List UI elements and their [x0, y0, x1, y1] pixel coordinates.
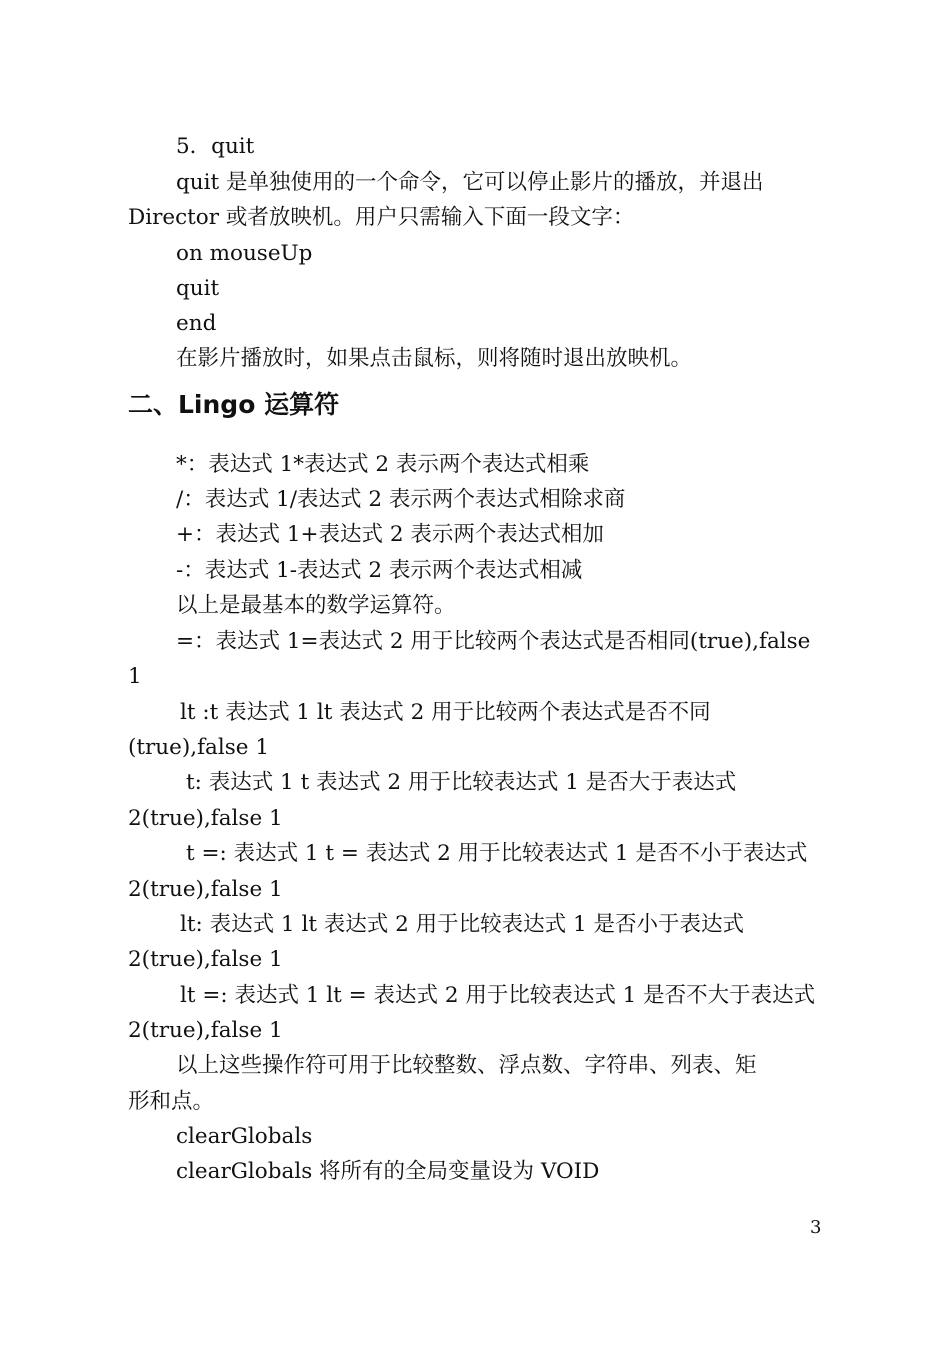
paragraph-line: 以上是最基本的数学运算符。 [176, 593, 456, 618]
operator-line: =：表达式 1=表达式 2 用于比较两个表达式是否相同(true),false [176, 629, 811, 654]
operator-line: t =: 表达式 1 t = 表达式 2 用于比较表达式 1 是否不小于表达式 [186, 841, 808, 866]
operator-line-continued: (true),false 1 [128, 735, 270, 760]
paragraph-line: Director 或者放映机。用户只需输入下面一段文字： [128, 205, 635, 230]
paragraph-line: quit 是单独使用的一个命令，它可以停止影片的播放，并退出 [176, 170, 764, 195]
operator-line: /：表达式 1/表达式 2 表示两个表达式相除求商 [176, 487, 626, 512]
paragraph-line: 在影片播放时，如果点击鼠标，则将随时退出放映机。 [176, 346, 693, 371]
section-heading: 二、Lingo 运算符 [128, 390, 340, 419]
section-item-title: 5．quit [176, 134, 255, 159]
operator-line: +：表达式 1+表达式 2 表示两个表达式相加 [176, 522, 604, 547]
operator-line-continued: 2(true),false 1 [128, 1018, 283, 1043]
paragraph-line: 以上这些操作符可用于比较整数、浮点数、字符串、列表、矩 [176, 1053, 757, 1078]
operator-line-continued: 1 [128, 664, 142, 689]
operator-line: lt =: 表达式 1 lt = 表达式 2 用于比较表达式 1 是否不大于表达式 [180, 983, 816, 1008]
operator-line: -：表达式 1-表达式 2 表示两个表达式相减 [176, 558, 583, 583]
code-line: on mouseUp [176, 241, 313, 266]
operator-line: lt: 表达式 1 lt 表达式 2 用于比较表达式 1 是否小于表达式 [180, 912, 744, 937]
code-line: quit [176, 276, 220, 301]
operator-line: lt :t 表达式 1 lt 表达式 2 用于比较两个表达式是否不同 [180, 700, 711, 725]
command-name: clearGlobals [176, 1124, 313, 1149]
operator-line-continued: 2(true),false 1 [128, 877, 283, 902]
operator-line: t: 表达式 1 t 表达式 2 用于比较表达式 1 是否大于表达式 [186, 770, 737, 795]
page-number: 3 [810, 1217, 822, 1238]
code-line: end [176, 311, 217, 336]
operator-line-continued: 2(true),false 1 [128, 806, 283, 831]
operator-line: *：表达式 1*表达式 2 表示两个表达式相乘 [176, 452, 590, 477]
operator-line-continued: 2(true),false 1 [128, 947, 283, 972]
command-description: clearGlobals 将所有的全局变量设为 VOID [176, 1159, 600, 1184]
paragraph-line: 形和点。 [128, 1089, 215, 1114]
